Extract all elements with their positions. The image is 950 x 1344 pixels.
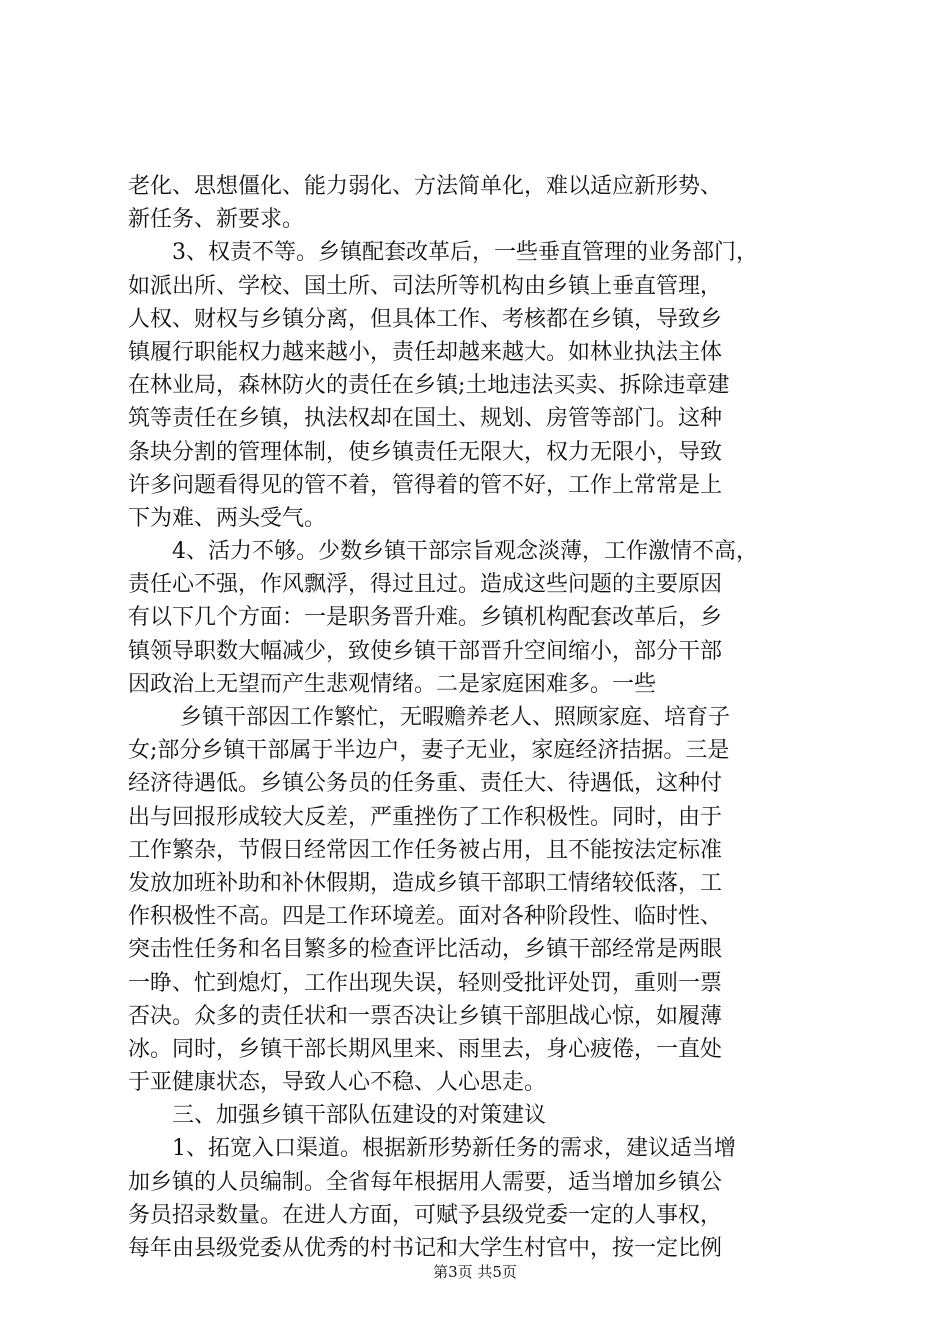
text-line: 如派出所、学校、国土所、司法所等机构由乡镇上垂直管理， <box>128 273 723 299</box>
text-line: 条块分割的管理体制，使乡镇责任无限大，权力无限小，导致 <box>128 439 723 465</box>
text-line: 在林业局，森林防火的责任在乡镇;土地违法买卖、拆除违章建 <box>128 373 730 399</box>
text-line: 筑等责任在乡镇，执法权却在国土、规划、房管等部门。这种 <box>128 406 723 432</box>
section-heading: 三、加强乡镇干部队伍建设的对策建议 <box>172 1103 547 1129</box>
text-line: 1、拓宽入口渠道。根据新形势新任务的需求，建议适当增 <box>172 1136 736 1162</box>
text-line: 新任务、新要求。 <box>128 207 305 233</box>
text-line: 4、活力不够。少数乡镇干部宗旨观念淡薄，工作激情不高， <box>172 539 758 565</box>
text-line: 作积极性不高。四是工作环境差。面对各种阶段性、临时性、 <box>128 904 723 930</box>
text-line: 发放加班补助和补休假期，造成乡镇干部职工情绪较低落，工 <box>128 870 723 896</box>
text-line: 否决。众多的责任状和一票否决让乡镇干部胆战心惊，如履薄 <box>128 1003 723 1029</box>
text-line: 经济待遇低。乡镇公务员的任务重、责任大、待遇低，这种付 <box>128 771 723 797</box>
text-line: 3、权责不等。乡镇配套改革后，一些垂直管理的业务部门， <box>172 240 758 266</box>
text-line: 每年由县级党委从优秀的村书记和大学生村官中，按一定比例 <box>128 1236 723 1261</box>
text-line: 工作繁杂，节假日经常因工作任务被占用，且不能按法定标准 <box>128 837 723 863</box>
text-line: 责任心不强，作风飘浮，得过且过。造成这些问题的主要原因 <box>128 572 723 598</box>
text-line: 冰。同时，乡镇干部长期风里来、雨里去，身心疲倦，一直处 <box>128 1036 723 1062</box>
page-number-footer: 第3页 共5页 <box>433 1263 517 1281</box>
text-line: 于亚健康状态，导致人心不稳、人心思走。 <box>128 1070 547 1096</box>
text-line: 因政治上无望而产生悲观情绪。二是家庭困难多。一些 <box>128 671 657 697</box>
text-line: 一睁、忙到熄灯，工作出现失误，轻则受批评处罚，重则一票 <box>128 970 723 996</box>
text-line: 突击性任务和名目繁多的检查评比活动，乡镇干部经常是两眼 <box>128 937 723 963</box>
text-line: 镇领导职数大幅减少，致使乡镇干部晋升空间缩小，部分干部 <box>128 638 723 664</box>
body-text <box>128 170 840 1265</box>
text-line: 有以下几个方面：一是职务晋升难。乡镇机构配套改革后，乡 <box>128 605 723 631</box>
text-line: 乡镇干部因工作繁忙，无暇赡养老人、照顾家庭、培育子 <box>180 705 731 730</box>
text-line: 人权、财权与乡镇分离，但具体工作、考核都在乡镇，导致乡 <box>128 306 723 332</box>
text-line: 女;部分乡镇干部属于半边户，妻子无业，家庭经济拮据。三是 <box>128 738 730 764</box>
text-line: 加乡镇的人员编制。全省每年根据用人需要，适当增加乡镇公 <box>128 1169 723 1195</box>
text-line: 老化、思想僵化、能力弱化、方法简单化，难以适应新形势、 <box>128 174 723 199</box>
text-line: 镇履行职能权力越来越小，责任却越来越大。如林业执法主体 <box>128 339 723 365</box>
text-line: 出与回报形成较大反差，严重挫伤了工作积极性。同时，由于 <box>128 804 723 830</box>
text-line: 务员招录数量。在进人方面，可赋予县级党委一定的人事权， <box>128 1202 723 1228</box>
text-line: 许多问题看得见的管不着，管得着的管不好，工作上常常是上 <box>128 472 723 498</box>
text-line: 下为难、两头受气。 <box>128 505 327 531</box>
